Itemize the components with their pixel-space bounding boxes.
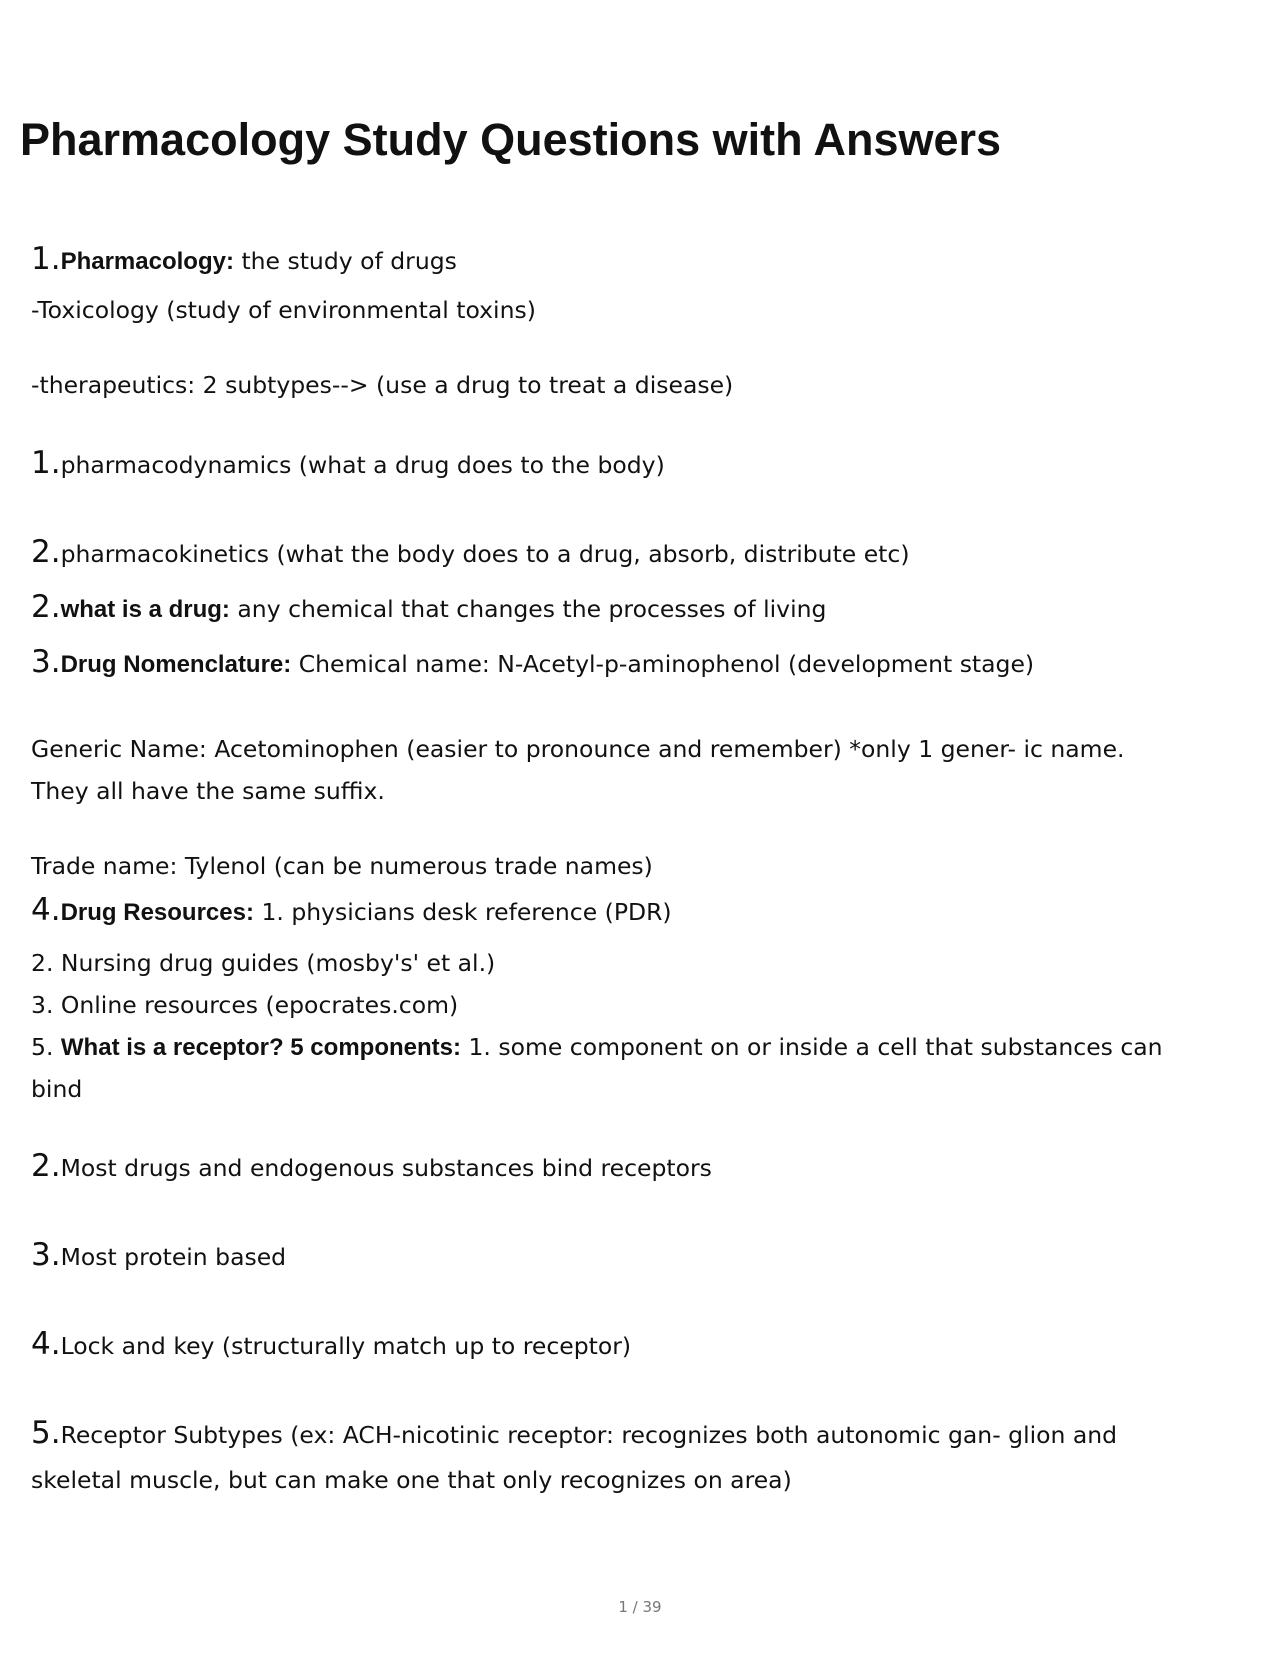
question-5 (31, 1031, 1163, 1064)
item-number: 1. (31, 241, 61, 277)
term: what is a drug: (60, 596, 230, 623)
definition: 1. physicians desk reference (PDR) (253, 898, 672, 926)
receptor-component-5-cont: skeletal muscle, but can make one that only recognizes on area) (31, 1466, 792, 1494)
item-number: 5. (31, 1033, 61, 1061)
item-text: pharmacodynamics (what a drug does to the body) (60, 451, 665, 479)
term: Pharmacology: (60, 248, 234, 275)
question-4 (31, 894, 672, 929)
item-text: Lock and key (structurally match up to receptor) (60, 1332, 632, 1360)
generic-name-line-cont: They all have the same suffix. (31, 777, 385, 805)
toxicology-line: -Toxicology (study of environmental toxins) (31, 296, 536, 324)
item-text: Receptor Subtypes (ex: ACH-nicotinic receptor: recognizes both autonomic gan- glion and (60, 1421, 1118, 1449)
trade-name-line: Trade name: Tylenol (can be numerous trade names) (31, 852, 653, 880)
item-number: 1. (31, 445, 61, 481)
definition: Chemical name: N-Acetyl-p-aminophenol (development stage) (291, 650, 1035, 678)
subtype-1 (31, 447, 665, 481)
definition: 1. some component on or inside a cell that substances can (460, 1033, 1163, 1061)
term: What is a receptor? 5 components: (60, 1034, 461, 1061)
resource-2: 2. Nursing drug guides (mosby's' et al.) (31, 949, 496, 977)
item-number: 2. (31, 1148, 61, 1184)
question-3 (31, 646, 1034, 681)
term: Drug Resources: (60, 899, 254, 926)
item-text: pharmacokinetics (what the body does to a drug, absorb, distribute etc) (60, 540, 910, 568)
receptor-component-2 (31, 1150, 712, 1184)
generic-name-line: Generic Name: Acetominophen (easier to pronounce and remember) *only 1 gener- ic name. (31, 735, 1125, 763)
item-text: Most protein based (60, 1243, 287, 1271)
receptor-component-5 (31, 1417, 1117, 1451)
item-number: 2. (31, 589, 61, 625)
question-2 (31, 591, 826, 626)
therapeutics-line: -therapeutics: 2 subtypes--> (use a drug to treat a disease) (31, 371, 734, 399)
definition: the study of drugs (233, 247, 457, 275)
question-1 (31, 243, 457, 278)
receptor-component-4 (31, 1328, 631, 1362)
item-text: Most drugs and endogenous substances bind receptors (60, 1154, 712, 1182)
item-number: 2. (31, 534, 61, 570)
page-indicator: 1 / 39 (618, 1598, 662, 1616)
item-number: 3. (31, 644, 61, 680)
page-title: Pharmacology Study Questions with Answers (20, 114, 1002, 165)
resource-3: 3. Online resources (epocrates.com) (31, 991, 459, 1019)
term: Drug Nomenclature: (60, 651, 292, 678)
subtype-2 (31, 536, 909, 570)
item-number: 4. (31, 1326, 61, 1362)
item-number: 4. (31, 892, 61, 928)
receptor-component-3 (31, 1239, 286, 1273)
question-5-cont: bind (31, 1075, 83, 1103)
item-number: 3. (31, 1237, 61, 1273)
definition: any chemical that changes the processes of living (229, 595, 827, 623)
item-number: 5. (31, 1415, 61, 1451)
